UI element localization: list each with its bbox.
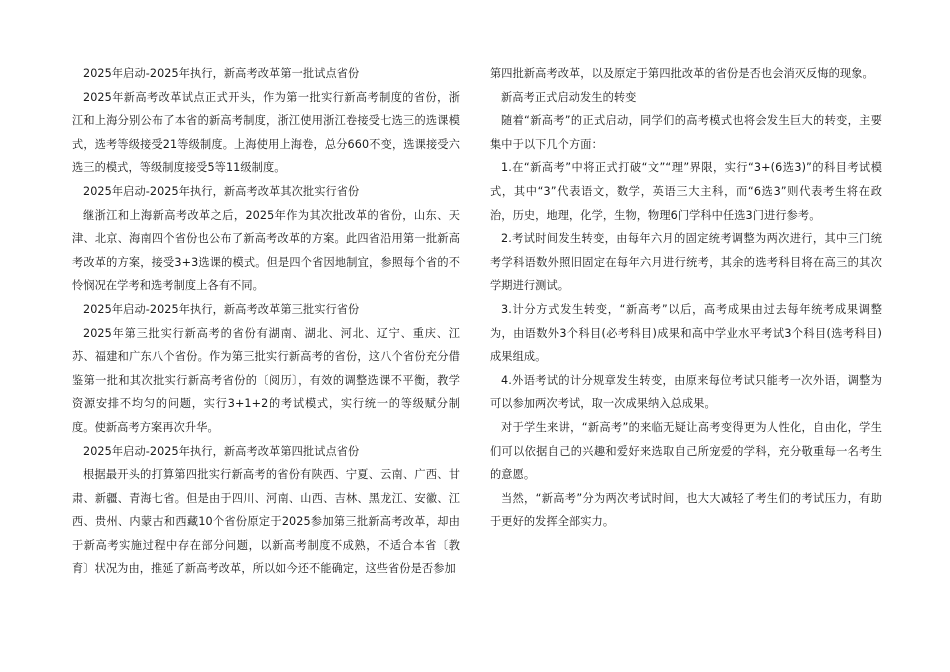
paragraph-continued: 第四批新高考改革，以及原定于第四批改革的省份是否也会消灭反悔的现象。 [490, 67, 874, 80]
paragraph-conclusion: 当然，“新高考”分为两次考试时间，也大大减轻了考生们的考试压力，有助于更好的发挥全部实力。 [490, 491, 882, 529]
paragraph-change-3: 3.计分方式发生转变，“新高考”以后，高考成果由过去每年统考成果调整为，由语数外3个科目(必考科目)成果和高中学业水平考试3个科目(选考科目)成果组成。 [490, 302, 882, 364]
paragraph-change-1: 1.在“新高考”中将正式打破“文”“理”界限，实行“3+(6选3)”的科目考试模式，其中“3”代表语文，数学，英语三大主科，而“6选3”则代表考生将在政治，历史，地理，化学，生物，物理6门学科中任选3门进行参考。 [490, 161, 882, 222]
right-column [490, 62, 882, 534]
section-heading-batch-3: 2025年启动-2025年执行，新高考改革第三批实行省份 [83, 302, 360, 316]
paragraph-batch-4: 根据最开头的打算第四批实行新高考的省份有陕西、宁夏、云南、广西、甘肃、新疆、青海七省。但是由于四川、河南、山西、吉林、黑龙江、安徽、江西、贵州、内蒙古和西藏10个省份原定于2025参加第三批新高考改革，却由于新高考实施过程中存在部分问题，以新高考制度不成熟，不适合本省〔教育〕状况为由，推延了新高考改革，所以如今还不能确定，这些省份是否参加 [72, 468, 460, 576]
paragraph-batch-3: 2025年第三批实行新高考的省份有湖南、湖北、河北、辽宁、重庆、江苏、福建和广东八个省份。作为第三批实行新高考的省份，这八个省份充分借鉴第一批和其次批实行新高考省份的〔阅历〕，有效的调整选课不平衡，教学资源安排不均匀的问题，实行3+1+2的考试模式，实行统一的等级赋分制度。使新高考方案再次升华。 [72, 326, 460, 434]
paragraph-student-view: 对于学生来讲，“新高考”的来临无疑让高考变得更为人性化，自由化，学生们可以依据自己的兴趣和爱好来选取自己所宠爱的学科，充分敬重每一名考生的意愿。 [490, 420, 882, 482]
section-heading-batch-4: 2025年启动-2025年执行，新高考改革第四批试点省份 [83, 444, 360, 458]
left-column [72, 62, 460, 581]
section-heading-batch-2: 2025年启动-2025年执行，新高考改革其次批实行省份 [83, 184, 360, 198]
section-heading-batch-1: 2025年启动-2025年执行，新高考改革第一批试点省份 [83, 67, 360, 80]
section-heading-changes: 新高考正式启动发生的转变 [501, 90, 637, 104]
paragraph-change-2: 2.考试时间发生转变，由每年六月的固定统考调整为两次进行，其中三门统考学科语数外照旧固定在每年六月进行统考，其余的选考科目将在高三的其次学期进行测试。 [490, 232, 882, 293]
paragraph-change-4: 4.外语考试的计分规章发生转变，由原来每位考试只能考一次外语，调整为可以参加两次考试，取一次成果纳入总成果。 [490, 373, 882, 411]
paragraph-batch-1: 2025年新高考改革试点正式开头，作为第一批实行新高考制度的省份，浙江和上海分别公布了本省的新高考制度，浙江使用浙江卷接受七选三的选课模式，选考等级接受21等级制度。上海使用上海卷，总分660不变，选课接受六选三的模式，等级制度接受5等11级制度。 [72, 90, 460, 175]
paragraph-intro-changes: 随着“新高考”的正式启动，同学们的高考模式也将会发生巨大的转变，主要集中于以下几个方面： [490, 114, 882, 151]
paragraph-batch-2: 继浙江和上海新高考改革之后，2025年作为其次批改革的省份，山东、天津、北京、海南四个省份也公布了新高考改革的方案。此四省沿用第一批新高考改革的方案，接受3+3选课的模式。但是四个省因地制宜，参照每个省的不怜悯况在学考和选考制度上各有不同。 [72, 208, 460, 293]
